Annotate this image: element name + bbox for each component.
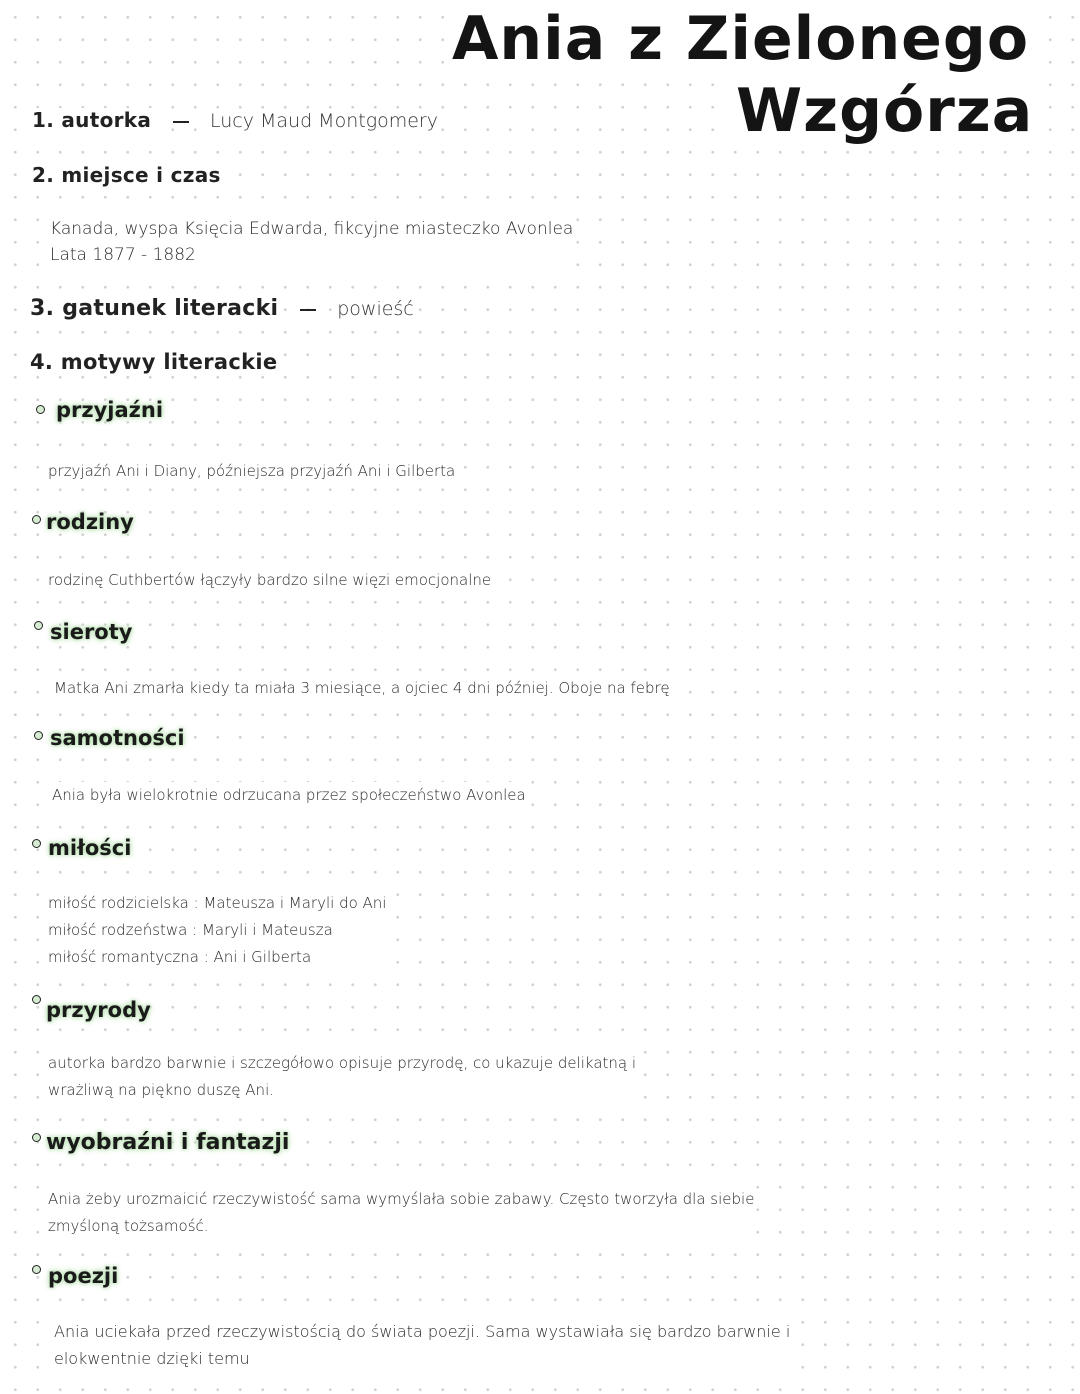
motif-heading-przyrody: przyrody <box>46 998 151 1022</box>
time-line: Lata 1877 - 1882 <box>50 245 196 265</box>
place-line: Kanada, wyspa Księcia Edwarda, fikcyjne miasteczko Avonlea <box>50 219 574 239</box>
dash-divider <box>300 309 316 311</box>
genre-value: powieść <box>337 298 414 320</box>
desc-line: wrażliwą na piękno duszę Ani. <box>48 1081 275 1099</box>
bullet-icon <box>32 995 41 1004</box>
desc-line: Ania żeby urozmaicić rzeczywistość sama wymyślała sobie zabawy. Często tworzyła dla siebie <box>48 1190 755 1208</box>
motif-desc-sieroty <box>52 675 672 702</box>
genre-row <box>28 296 416 321</box>
bullet-icon <box>32 839 41 848</box>
desc-line: autorka bardzo barwnie i szczegółowo opisuje przyrodę, co ukazuje delikatną i <box>48 1054 637 1072</box>
desc-line: Matka Ani zmarła kiedy ta miała 3 miesiące, a ojciec 4 dni później. Oboje na febrę <box>54 679 670 697</box>
author-row <box>30 108 440 132</box>
page-title-line-1: Ania z Zielonego <box>444 4 1037 74</box>
desc-line: miłość romantyczna : Ani i Gilberta <box>48 948 312 966</box>
desc-line: przyjaźń Ani i Diany, późniejsza przyjaźń Ani i Gilberta <box>48 462 456 480</box>
desc-line: miłość rodzicielska : Mateusza i Maryli do Ani <box>48 894 387 912</box>
motifs-heading-row <box>28 350 279 374</box>
motif-heading-wyobrazni: wyobraźni i fantazji <box>46 1130 290 1155</box>
bullet-icon <box>34 621 43 630</box>
motif-heading-samotnosci: samotności <box>50 726 185 750</box>
motif-heading-rodziny: rodziny <box>46 510 134 534</box>
bullet-icon <box>32 1133 41 1142</box>
author-label: 1. autorka <box>32 108 152 132</box>
motif-desc-rodziny <box>46 567 493 594</box>
dash-divider <box>173 121 189 123</box>
bullet-icon <box>36 405 45 414</box>
place-time-label-row <box>30 163 223 187</box>
desc-line: Ania uciekała przed rzeczywistością do świata poezji. Sama wystawiała się bardzo barwnie i <box>54 1322 791 1341</box>
desc-line: zmyśloną tożsamość. <box>48 1217 209 1235</box>
bullet-icon <box>32 515 41 524</box>
motif-heading-sieroty: sieroty <box>50 620 133 644</box>
motif-desc-poezji <box>52 1318 792 1372</box>
motif-heading-poezji: poezji <box>48 1264 119 1288</box>
bullet-icon <box>32 1265 41 1274</box>
desc-line: Ania była wielokrotnie odrzucana przez społeczeństwo Avonlea <box>52 786 526 804</box>
motifs-heading: 4. motywy literackie <box>30 350 278 374</box>
motif-heading-przyjazni: przyjaźni <box>56 398 164 422</box>
desc-line: rodzinę Cuthbertów łączyły bardzo silne więzi emocjonalne <box>48 571 492 589</box>
motif-desc-przyjazni <box>46 458 457 485</box>
place-time-description <box>48 216 575 268</box>
motif-desc-wyobrazni <box>46 1186 756 1240</box>
motif-heading-milosci: miłości <box>48 836 132 860</box>
genre-label: 3. gatunek literacki <box>30 296 279 321</box>
place-time-label: 2. miejsce i czas <box>32 163 221 187</box>
motif-desc-samotnosci <box>50 782 528 809</box>
desc-line: miłość rodzeństwa : Maryli i Mateusza <box>48 921 333 939</box>
page-title-line-2: Wzgórza <box>728 76 1041 146</box>
author-value: Lucy Maud Montgomery <box>209 110 438 132</box>
desc-line: elokwentnie dzięki temu <box>54 1349 250 1368</box>
bullet-icon <box>34 731 43 740</box>
motif-desc-milosci <box>46 890 388 971</box>
motif-desc-przyrody <box>46 1050 638 1104</box>
